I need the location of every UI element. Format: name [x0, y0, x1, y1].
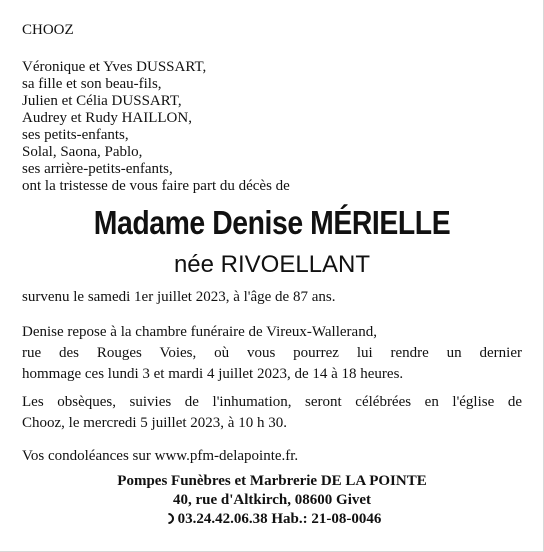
viewing-line: Denise repose à la chambre funéraire de Vireux-Wallerand, — [22, 324, 377, 340]
family-line: Audrey et Rudy HAILLON, — [22, 110, 192, 126]
family-line: Julien et Célia DUSSART, — [22, 93, 182, 109]
death-date-text: survenu le samedi 1er juillet 2023, à l'âge de 87 ans. — [22, 289, 336, 305]
family-line: Solal, Saona, Pablo, — [22, 144, 143, 160]
deceased-name: Madame Denise MÉRIELLE — [93, 204, 451, 241]
funeral-line: Chooz, le mercredi 5 juillet 2023, à 10 h 30. — [22, 415, 287, 431]
family-line: ses petits-enfants, — [22, 127, 129, 143]
funeral-paragraph — [22, 392, 522, 434]
company-name: Pompes Funèbres et Marbrerie DE LA POINTE — [117, 473, 427, 489]
viewing-line: rue des Rouges Voies, où vous pourrez lui rendre un dernier — [22, 345, 522, 361]
family-line: Véronique et Yves DUSSART, — [22, 59, 207, 75]
maiden-name: née RIVOELLANT — [173, 251, 371, 278]
family-line: sa fille et son beau-fils, — [22, 76, 162, 92]
condolences-text: Vos condoléances sur www.pfm-delapointe.fr. — [22, 448, 299, 464]
viewing-line: hommage ces lundi 3 et mardi 4 juillet 2023, de 14 à 18 heures. — [22, 366, 404, 382]
company-phone: 03.24.42.06.38 Hab.: 21-08-0046 — [177, 511, 382, 527]
phone-icon — [160, 511, 176, 527]
family-line: ses arrière-petits-enfants, — [22, 161, 173, 177]
family-line: ont la tristesse de vous faire part du décès de — [22, 178, 290, 194]
company-phone-row — [0, 510, 544, 529]
family-list — [22, 59, 290, 195]
funeral-line: Les obsèques, suivies de l'inhumation, seront célébrées en l'église de — [22, 394, 522, 410]
funeral-home-footer — [0, 472, 544, 529]
viewing-paragraph — [22, 322, 522, 385]
company-address: 40, rue d'Altkirch, 08600 Givet — [172, 492, 372, 508]
town-heading: CHOOZ — [22, 22, 74, 38]
